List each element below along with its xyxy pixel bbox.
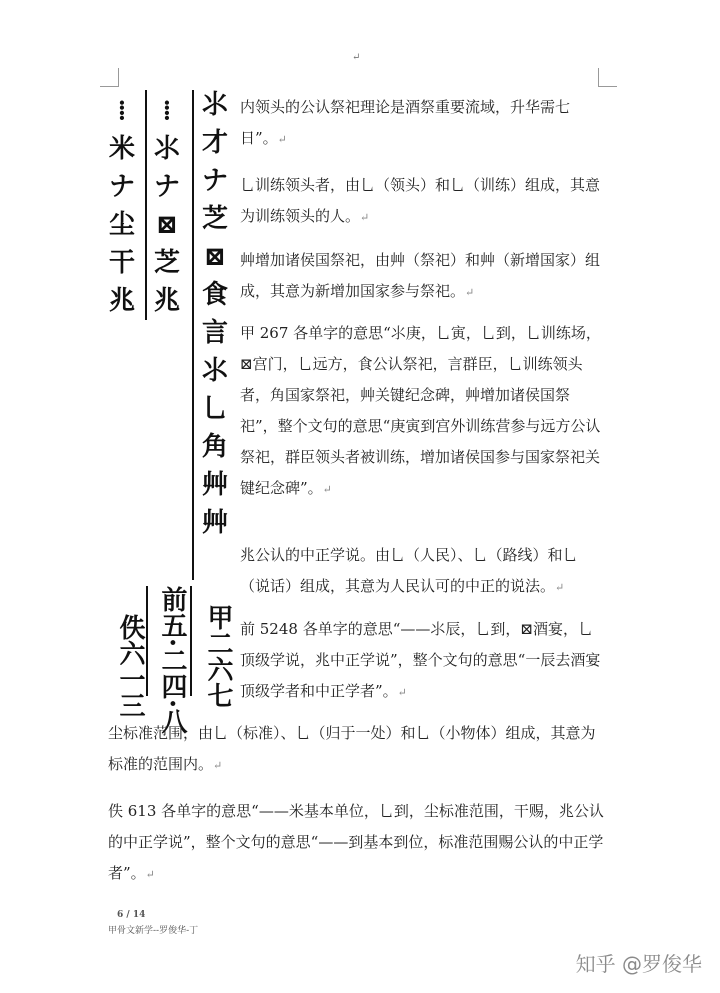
oracle-glyph: 才 [201, 128, 228, 158]
oracle-glyph: 尘 [108, 210, 135, 240]
oracle-glyph: ⁞ [162, 96, 172, 126]
oracle-glyph: 芝 [153, 248, 180, 278]
oracle-glyph: ⺢ [153, 134, 180, 164]
oracle-glyph: 米 [108, 134, 135, 164]
scan-column-1 [105, 92, 139, 320]
paragraph-7: 尘标准范围，由⺃（标准）、⺃（归于一处）和⺃（小物体）组成，其意为标准的范围内。↵ [108, 724, 596, 773]
oracle-glyph: ⺃ [201, 394, 228, 424]
paragraph-8: 佚 613 各单字的意思“——米基本单位，⺃到，尘标准范围，干赐，兆公认的中正学说”，整个文句的意思“——到基本到位，标准范围赐公认的中正学者”。↵ [108, 802, 604, 882]
oracle-glyph: ナ [108, 172, 135, 202]
oracle-glyph: ⾋ [201, 470, 228, 500]
paragraph-6: 前 5248 各单字的意思“——⺢辰，⺃到，⊠酒宴，⺃顶级学说，兆中正学说”，整个文句的意思“一辰去酒宴顶级学者和中正学者”。↵ [240, 620, 601, 700]
paragraph-1: 内领头的公认祭祀理论是酒祭重要流域，升华需七日”。↵ [240, 98, 571, 147]
column-divider [192, 90, 194, 580]
oracle-glyph: ⁞ [117, 96, 127, 126]
oracle-glyph: 干 [108, 248, 135, 278]
oracle-glyph: ⾋ [201, 508, 228, 538]
crop-mark-top-right [598, 68, 617, 87]
paragraph-2: ⺃训练领头者，由⺃（领头）和⺃（训练）组成，其意为训练领头的人。↵ [240, 176, 601, 225]
paragraph-3: ⾋增加诸侯国祭祀，由⾋（祭祀）和⾋（新增国家）组成，其意为新增加国家参与祭祀。↵ [240, 251, 601, 300]
oracle-glyph: ⾷ [201, 280, 228, 310]
scan-caption-2: 前五·二四·八 [157, 586, 187, 735]
scan-column-3 [198, 86, 232, 542]
oracle-glyph: ナ [201, 166, 228, 196]
oracle-glyph: ⺢ [201, 90, 228, 120]
oracle-glyph: ⊠ [156, 210, 178, 240]
crop-mark-top-left [100, 68, 119, 87]
watermark: 知乎 @罗俊华 [575, 952, 702, 976]
footer-page-number: 6 / 14 [117, 910, 146, 920]
oracle-glyph: 芝 [201, 204, 228, 234]
return-mark: ↵ [352, 52, 361, 63]
column-divider [145, 90, 147, 320]
scan-column-2 [150, 92, 184, 320]
oracle-glyph: ⊠ [204, 242, 226, 272]
oracle-glyph: 兆 [108, 286, 135, 316]
footer-title: 甲骨文新学--罗俊华-丁 [108, 926, 199, 936]
oracle-glyph: ナ [153, 172, 180, 202]
scan-caption-3: 甲二六七 [203, 604, 233, 708]
oracle-glyph: ⺢ [201, 356, 228, 386]
oracle-glyph: 兆 [153, 286, 180, 316]
scan-caption-1: 佚六一三 [115, 614, 145, 718]
paragraph-4: 甲 267 各单字的意思“⺢庚，⺃寅，⺃到，⺃训练场，⊠宫门，⺃远方，⾷公认祭祀，⾔群臣，⺃训练领头者，⾓国家祭祀，⾋关键纪念碑，⾋增加诸侯国祭祀”，整个文句的意思“庚寅到宫外训练营参与远方公认祭祀，群臣领头者被训练，增加诸侯国参与国家祭祀关键纪念碑”。↵ [240, 324, 601, 497]
paragraph-5: 兆公认的中正学说。由⺃（人民）、⺃（路线）和⺃（说话）组成，其意为人民认可的中正的说法。↵ [240, 546, 578, 595]
oracle-glyph: ⾓ [201, 432, 228, 462]
oracle-glyph: ⾔ [201, 318, 228, 348]
